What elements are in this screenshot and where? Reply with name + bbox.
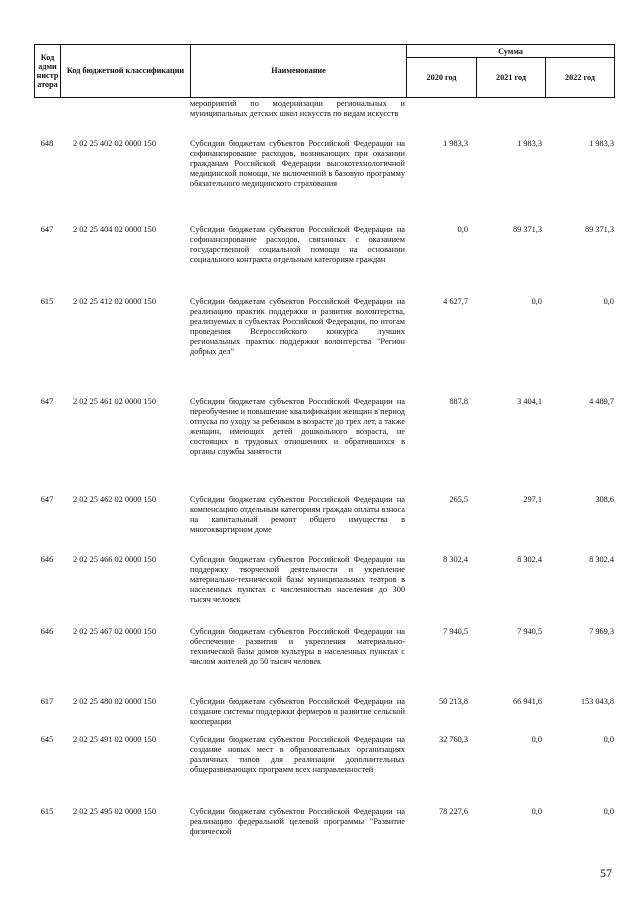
header-admin: Код адми нистр атора [35, 45, 61, 98]
item-name: Субсидии бюджетам субъектов Российской Федерации на обеспечение развития и укрепления материально-технической базы домов культуры в населенных пунктах с числом жителей до 50 тысяч человек [190, 627, 405, 666]
value-2021: 89 371,3 [512, 225, 542, 234]
value-2020: 887,8 [449, 397, 468, 406]
value-2020: 0,0 [457, 225, 468, 234]
item-name: Субсидии бюджетам субъектов Российской Федерации на реализацию практик поддержки и развития волонтерства, реализуемых в субъектах Российской Федерации, по итогам проведения Всероссийского конкурса лучших региональных практик поддержки волонтерства "Регион добрых дел" [190, 297, 405, 356]
value-2020: 265,5 [449, 495, 468, 504]
admin-code: 647 [40, 495, 54, 504]
item-name: Субсидии бюджетам субъектов Российской Федерации на создание системы поддержки фермеров и развитие сельской кооперации [190, 697, 405, 726]
item-name: Субсидии бюджетам субъектов Российской Федерации на переобучение и повышение квалификации женщин в период отпуска по уходу за ребенком в возрасте до трех лет, а также женщин, имеющих детей дошкольного возраста, не состоящих в трудовых отношениях и обратившихся в органы службы занятости [190, 397, 405, 456]
value-2022: 0,0 [603, 735, 614, 744]
admin-code: 647 [40, 397, 54, 406]
budget-code: 2 02 25 462 02 0000 150 [73, 495, 156, 504]
item-name: мероприятий по модернизации региональных и муниципальных детских школ искусств по видам искусств [190, 99, 405, 118]
value-2021: 1 983,3 [517, 139, 542, 148]
budget-code: 2 02 25 467 02 0000 150 [73, 627, 156, 636]
budget-code: 2 02 25 480 02 0000 150 [73, 697, 156, 706]
value-2021: 3 404,1 [517, 397, 542, 406]
budget-code: 2 02 25 402 02 0000 150 [73, 139, 156, 148]
admin-code: 647 [40, 225, 54, 234]
budget-code: 2 02 25 491 02 0000 150 [73, 735, 156, 744]
page-number: 57 [600, 866, 612, 880]
value-2022: 153 043,8 [580, 697, 614, 706]
value-2020: 50 213,8 [438, 697, 468, 706]
document-page [34, 44, 614, 836]
value-2021: 0,0 [531, 735, 542, 744]
header-2020: 2020 год [407, 58, 477, 98]
admin-code: 617 [40, 697, 54, 706]
value-2020: 1 983,3 [443, 139, 468, 148]
value-2020: 78 227,6 [438, 807, 468, 816]
budget-code: 2 02 25 404 02 0000 150 [73, 225, 156, 234]
budget-code: 2 02 25 412 02 0000 150 [73, 297, 156, 306]
budget-code: 2 02 25 466 02 0000 150 [73, 555, 156, 564]
value-2022: 7 969,3 [589, 627, 614, 636]
budget-code: 2 02 25 495 02 0000 150 [73, 807, 156, 816]
value-2022: 1 983,3 [589, 139, 614, 148]
value-2021: 0,0 [531, 807, 542, 816]
value-2021: 0,0 [531, 297, 542, 306]
admin-code: 646 [40, 555, 54, 564]
header-code: Код бюджетной классификации [61, 45, 191, 98]
header-2022: 2022 год [546, 58, 615, 98]
value-2020: 32 760,3 [438, 735, 468, 744]
header-2021: 2021 год [477, 58, 546, 98]
value-2022: 89 371,3 [584, 225, 614, 234]
item-name: Субсидии бюджетам субъектов Российской Федерации на создание новых мест в образовательных организациях различных типов для реализации дополнительных общеразвивающих программ всех направленностей [190, 735, 405, 774]
item-name: Субсидии бюджетам субъектов Российской Федерации на компенсацию отдельным категориям граждан оплаты взноса на капитальный ремонт общего имущества в многоквартирном доме [190, 495, 405, 534]
value-2022: 4 489,7 [589, 397, 614, 406]
item-name: Субсидии бюджетам субъектов Российской Федерации на реализацию федеральной целевой программы "Развитие физической [190, 807, 405, 836]
value-2020: 8 302,4 [443, 555, 468, 564]
value-2021: 8 302,4 [517, 555, 542, 564]
value-2021: 66 941,6 [512, 697, 542, 706]
value-2021: 7 940,5 [517, 627, 542, 636]
value-2021: 297,1 [523, 495, 542, 504]
admin-code: 615 [40, 297, 54, 306]
budget-code: 2 02 25 461 02 0000 150 [73, 397, 156, 406]
header-name: Наименование [191, 45, 407, 98]
value-2022: 8 302,4 [589, 555, 614, 564]
value-2020: 4 627,7 [443, 297, 468, 306]
admin-code: 615 [40, 807, 54, 816]
admin-code: 645 [40, 735, 54, 744]
value-2022: 0,0 [603, 297, 614, 306]
admin-code: 648 [40, 139, 54, 148]
table-header [34, 44, 615, 98]
admin-code: 646 [40, 627, 54, 636]
value-2020: 7 940,5 [443, 627, 468, 636]
value-2022: 0,0 [603, 807, 614, 816]
header-sum: Сумма [407, 45, 615, 58]
item-name: Субсидии бюджетам субъектов Российской Федерации на софинансирование расходов, возникающих при оказании гражданам Российской Федерации высокотехнологичной медицинской помощи, не включенной в базовую программу обязательного медицинского страхования [190, 139, 405, 188]
item-name: Субсидии бюджетам субъектов Российской Федерации на софинансирование расходов, связанных с оказанием государственной социальной помощи на основании социального контракта отдельным категориям граждан [190, 225, 405, 264]
value-2022: 308,6 [595, 495, 614, 504]
item-name: Субсидии бюджетам субъектов Российской Федерации на поддержку творческой деятельности и укрепление материально-технической базы муниципальных театров в населенных пунктах с численностью населения до 300 тысяч человек [190, 555, 405, 604]
